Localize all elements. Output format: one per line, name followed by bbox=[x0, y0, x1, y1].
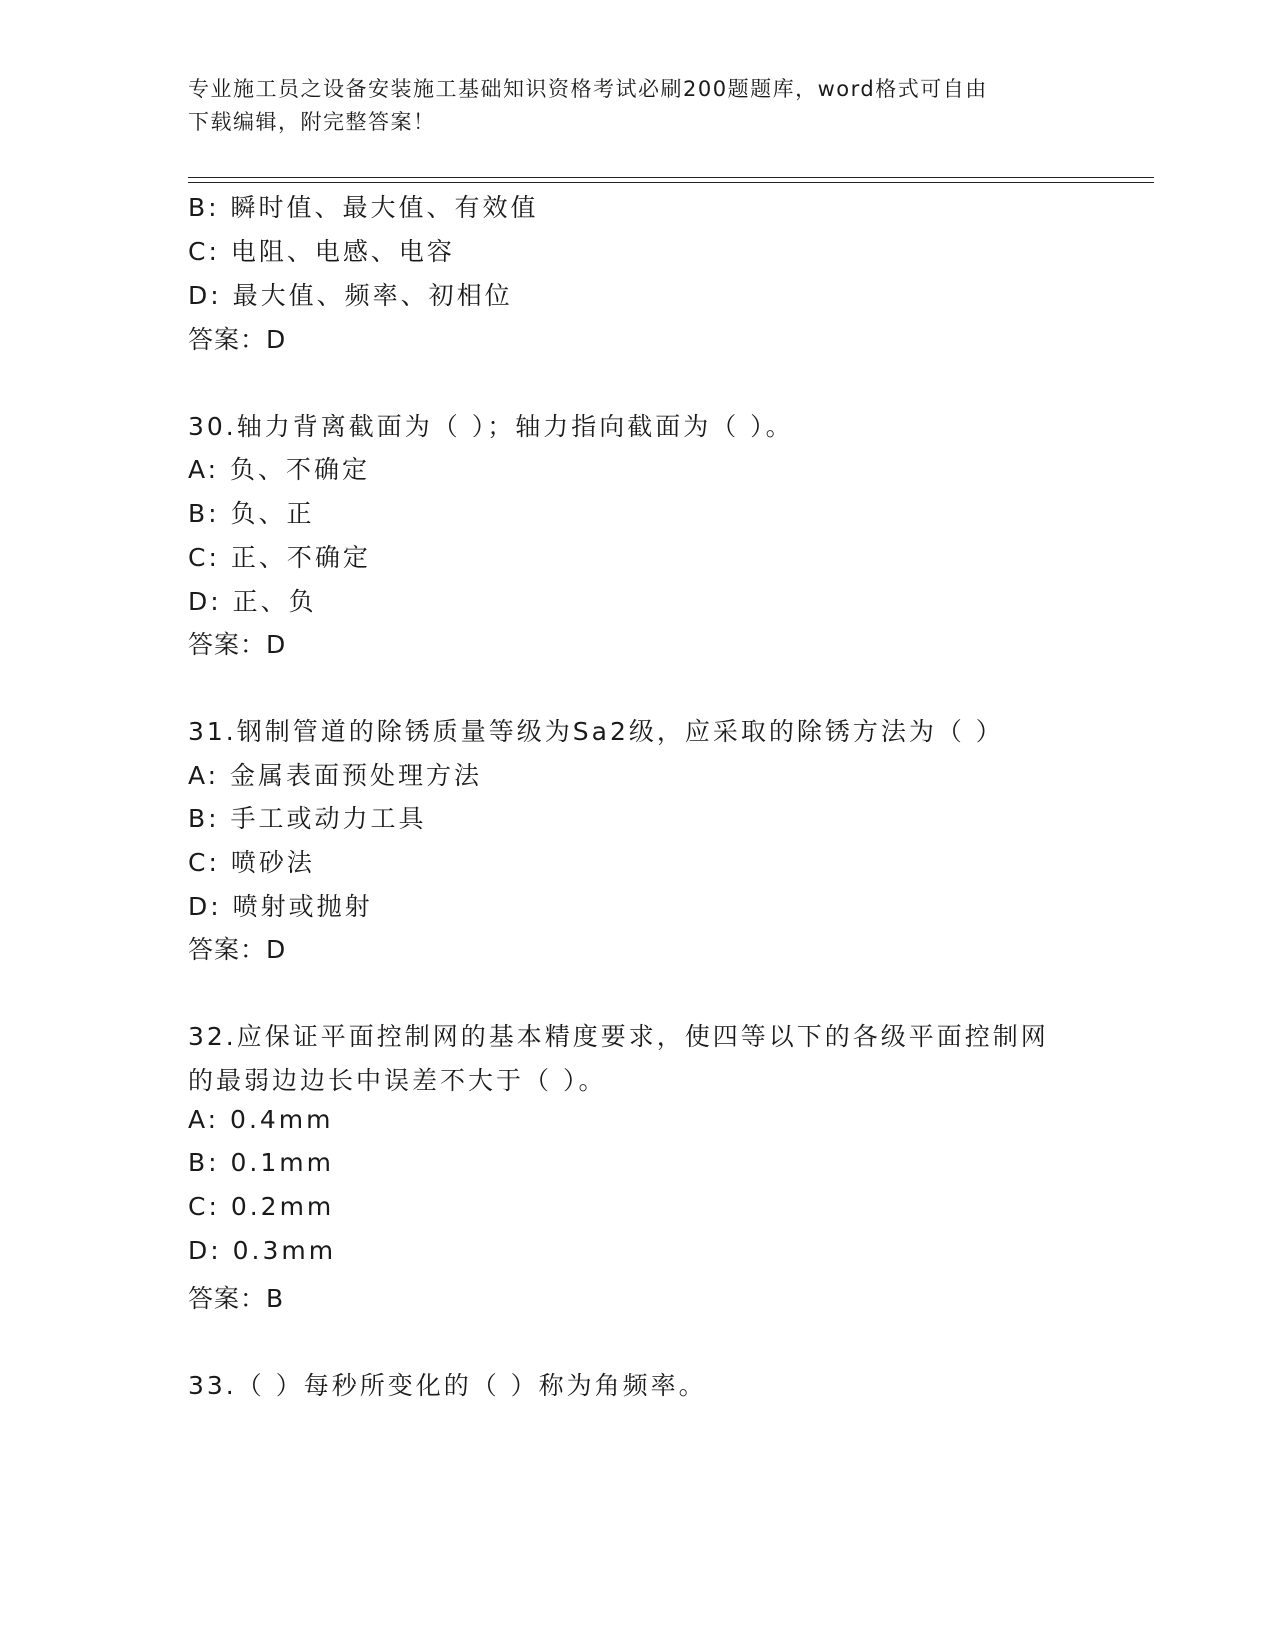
q32-option-c: C: 0.2mm bbox=[188, 1192, 335, 1221]
q31-option-c: C: 喷砂法 bbox=[188, 848, 315, 877]
q31-question: 31.钢制管道的除锈质量等级为Sa2级，应采取的除锈方法为（ ） bbox=[188, 717, 1004, 746]
q32-question-line-2: 的最弱边边长中误差不大于（ ）。 bbox=[188, 1066, 607, 1095]
q31-option-b: B: 手工或动力工具 bbox=[188, 804, 427, 833]
header-divider-top bbox=[188, 177, 1154, 178]
q33-question: 33.（ ）每秒所变化的（ ）称为角频率。 bbox=[188, 1371, 707, 1400]
q30-option-a: A: 负、不确定 bbox=[188, 455, 371, 484]
q30-option-d: D: 正、负 bbox=[188, 587, 317, 616]
q31-option-d: D: 喷射或抛射 bbox=[188, 892, 373, 921]
q29-option-c: C: 电阻、电感、电容 bbox=[188, 237, 455, 266]
q31-answer: 答案：D bbox=[188, 935, 287, 964]
header-line-1: 专业施工员之设备安装施工基础知识资格考试必刷200题题库，word格式可自由 bbox=[188, 77, 988, 101]
q32-option-b: B: 0.1mm bbox=[188, 1148, 334, 1177]
q30-option-b: B: 负、正 bbox=[188, 499, 315, 528]
q31-option-a: A: 金属表面预处理方法 bbox=[188, 761, 483, 790]
q32-answer: 答案：B bbox=[188, 1284, 285, 1313]
q29-option-d: D: 最大值、频率、初相位 bbox=[188, 281, 513, 310]
q32-question-line-1: 32.应保证平面控制网的基本精度要求，使四等以下的各级平面控制网 bbox=[188, 1022, 1049, 1051]
q29-answer: 答案：D bbox=[188, 325, 287, 354]
document-header bbox=[188, 73, 1088, 139]
header-line-2: 下载编辑，附完整答案！ bbox=[188, 110, 436, 134]
q30-option-c: C: 正、不确定 bbox=[188, 543, 371, 572]
q29-option-b: B: 瞬时值、最大值、有效值 bbox=[188, 193, 539, 222]
header-divider-bottom bbox=[188, 182, 1154, 183]
q32-option-a: A: 0.4mm bbox=[188, 1105, 334, 1134]
q32-option-d: D: 0.3mm bbox=[188, 1236, 337, 1265]
q30-question: 30.轴力背离截面为（ ）；轴力指向截面为（ ）。 bbox=[188, 412, 794, 441]
q30-answer: 答案：D bbox=[188, 630, 287, 659]
